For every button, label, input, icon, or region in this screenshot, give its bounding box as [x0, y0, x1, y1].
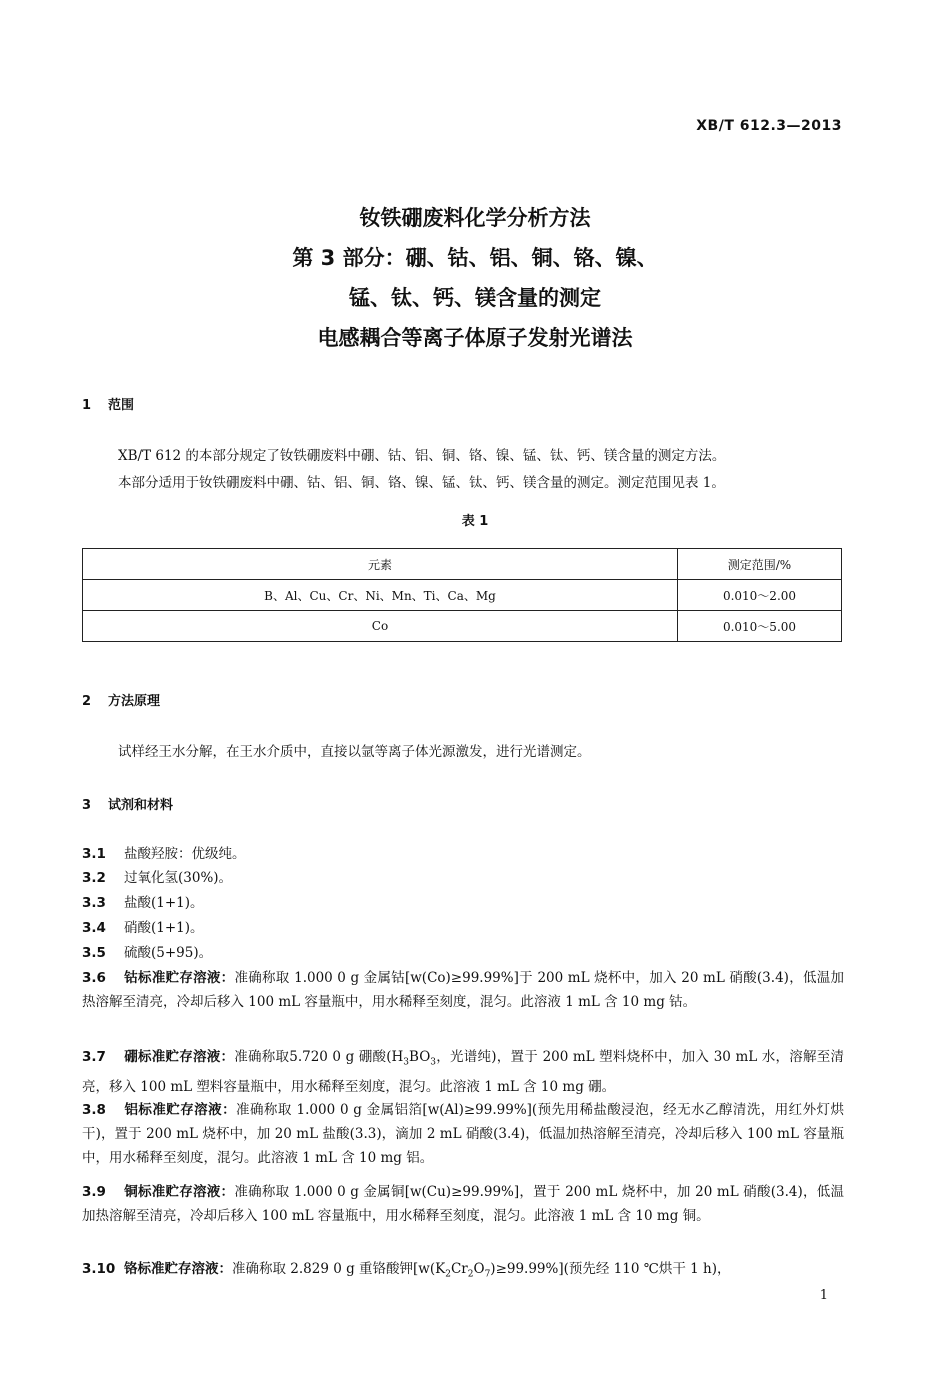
item-text: )≥99.99%](预先经 110 ℃烘干 1 h)， — [490, 1261, 731, 1277]
item-number: 3.3 — [82, 895, 106, 911]
item-text: ，光谱纯)，置于 200 mL 塑料烧杯中，加入 30 mL 水，溶解至清亮，移入 100 mL 塑料容量瓶中，用水稀释至刻度，混匀。此溶液 1 mL 含 10 mg 硼。 — [82, 1049, 844, 1095]
subscript: 3 — [430, 1057, 437, 1068]
list-item — [82, 1098, 844, 1170]
item-text: 盐酸(1+1)。 — [124, 895, 204, 911]
list-item — [82, 1180, 844, 1228]
list-item — [82, 1045, 844, 1099]
table-header-cell: 测定范围/% — [678, 549, 842, 580]
list-item — [82, 1257, 844, 1287]
table-cell: B、Al、Cu、Cr、Ni、Mn、Ti、Ca、Mg — [83, 580, 678, 611]
table-caption: 表 1 — [461, 514, 489, 529]
table-cell: 0.010～2.00 — [678, 580, 842, 611]
section-number: 3 — [82, 798, 92, 813]
table-row — [83, 611, 842, 642]
section-number: 2 — [82, 694, 92, 709]
table-cell: Co — [83, 611, 678, 642]
item-number: 3.10 — [82, 1261, 116, 1277]
subscript: 3 — [403, 1057, 410, 1068]
standard-number: XB/T 612.3—2013 — [696, 118, 842, 134]
title-line-2: 第 3 部分：硼、钴、铝、铜、铬、镍、 — [292, 246, 658, 270]
item-text: O — [473, 1261, 485, 1277]
item-number: 3.5 — [82, 945, 106, 961]
list-item — [82, 866, 844, 890]
subscript: 2 — [445, 1269, 451, 1280]
item-text: 准确称取 2.829 0 g 重铬酸钾[w(K — [232, 1261, 446, 1277]
list-item — [82, 941, 844, 965]
item-text: BO — [409, 1049, 431, 1065]
subscript: 7 — [484, 1269, 491, 1280]
table-header-row — [83, 549, 842, 580]
item-text: Cr — [450, 1261, 468, 1277]
section-title: 试剂和材料 — [108, 798, 174, 813]
item-number: 3.4 — [82, 920, 106, 936]
table-header-cell: 元素 — [83, 549, 678, 580]
document-title — [0, 198, 950, 358]
item-text: 过氧化氢(30%)。 — [124, 870, 233, 886]
section-1-heading — [82, 394, 134, 413]
item-text: 准确称取 1.000 0 g 金属钴[w(Co)≥99.99%]于 200 mL 烧杯中，加入 20 mL 硝酸(3.4)，低温加热溶解至清亮，冷却后移入 100 mL 容量瓶中，用水稀释至刻度，混匀。此溶液 1 mL 含 10 mg 钴。 — [82, 970, 845, 1010]
subscript: 2 — [467, 1269, 474, 1280]
table-row — [83, 580, 842, 611]
table-cell: 0.010～5.00 — [678, 611, 842, 642]
list-item — [82, 842, 844, 866]
item-text: 准确称取 1.000 0 g 金属铝箔[w(Al)≥99.99%](预先用稀盐酸浸泡，经无水乙醇清洗，用红外灯烘干)，置于 200 mL 烧杯中，加 20 mL 盐酸(3.3)，滴加 2 mL 硝酸(3.4)，低温加热溶解至清亮，冷却后移入 100 mL 容量瓶中，用水稀释至刻度，混匀。此溶液 1 mL 含 10 mg 铝。 — [82, 1102, 845, 1166]
page-number: 1 — [819, 1288, 828, 1303]
section-title: 方法原理 — [108, 694, 161, 709]
list-item — [82, 891, 844, 915]
section-2-paragraph: 试样经王水分解，在王水介质中，直接以氩等离子体光源激发，进行光谱测定。 — [118, 744, 591, 760]
section-number: 1 — [82, 398, 92, 413]
list-item — [82, 966, 844, 1014]
item-text: 准确称取5.720 0 g 硼酸(H — [234, 1049, 404, 1065]
item-number: 3.9 — [82, 1184, 106, 1200]
item-number: 3.1 — [82, 846, 106, 862]
range-table — [82, 548, 842, 642]
title-line-1: 钕铁硼废料化学分析方法 — [359, 206, 591, 230]
item-number: 3.2 — [82, 870, 106, 886]
section-3-heading — [82, 794, 173, 813]
item-name: 硼标准贮存溶液： — [124, 1049, 235, 1065]
item-text: 盐酸羟胺：优级纯。 — [124, 846, 246, 862]
section-1-paragraph-2: 本部分适用于钕铁硼废料中硼、钴、铝、铜、铬、镍、锰、钛、钙、镁含量的测定。测定范围见表 1。 — [118, 475, 725, 491]
item-name: 铬标准贮存溶液： — [124, 1261, 232, 1277]
item-name: 钴标准贮存溶液： — [124, 970, 235, 986]
item-text: 硫酸(5+95)。 — [124, 945, 213, 961]
list-item — [82, 916, 844, 940]
item-number: 3.7 — [82, 1049, 106, 1065]
section-2-heading — [82, 690, 160, 709]
item-name: 铝标准贮存溶液： — [124, 1102, 237, 1118]
item-text: 硝酸(1+1)。 — [124, 920, 204, 936]
section-title: 范围 — [108, 398, 135, 413]
title-line-3: 锰、钛、钙、镁含量的测定 — [349, 286, 601, 310]
section-1-paragraph-1: XB/T 612 的本部分规定了钕铁硼废料中硼、钴、铝、铜、铬、镍、锰、钛、钙、镁含量的测定方法。 — [118, 448, 726, 464]
item-name: 铜标准贮存溶液： — [124, 1184, 235, 1200]
title-line-4: 电感耦合等离子体原子发射光谱法 — [317, 326, 633, 350]
item-text: 准确称取 1.000 0 g 金属铜[w(Cu)≥99.99%]，置于 200 mL 烧杯中，加 20 mL 硝酸(3.4)，低温加热溶解至清亮，冷却后移入 100 mL 容量瓶中，用水稀释至刻度，混匀。此溶液 1 mL 含 10 mg 铜。 — [82, 1184, 845, 1224]
item-number: 3.6 — [82, 970, 106, 986]
item-number: 3.8 — [82, 1102, 106, 1118]
